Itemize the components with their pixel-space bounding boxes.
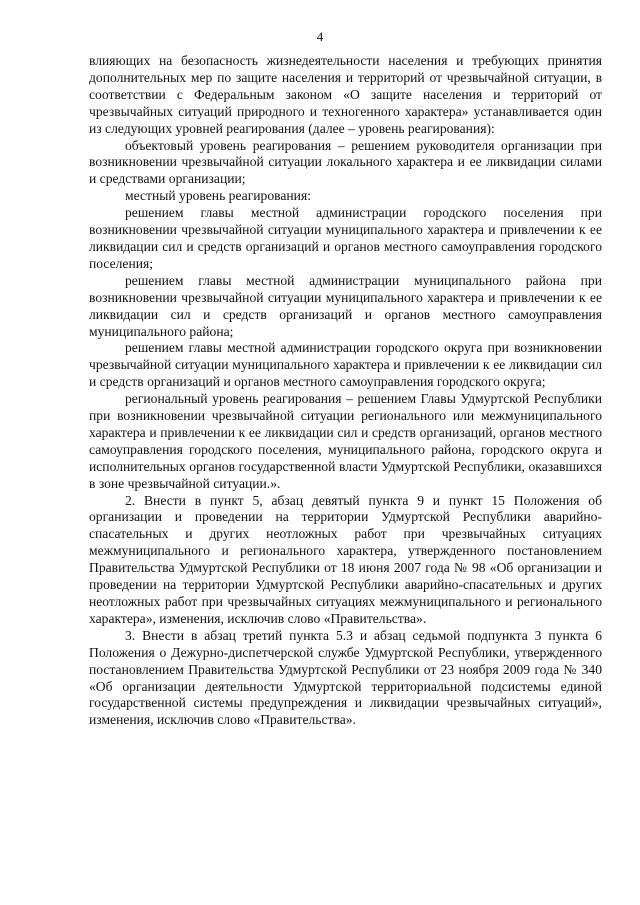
paragraph: местный уровень реагирования: xyxy=(125,188,311,204)
paragraph: решением главы местной администрации муниципального района при возникновении чрезвычайной ситуации муниципального характера и привлечении к ее ликвидации сил и средств организаций и органов местного самоуправления муниципального района; xyxy=(89,272,602,339)
paragraph: решением главы местной администрации городского поселения при возникновении чрезвычайной ситуации муниципального характера и привлечении к ее ликвидации сил и средств организаций и органов местного самоуправления городского поселения; xyxy=(89,205,602,271)
paragraph: влияющих на безопасность жизнедеятельности населения и требующих принятия дополнительных мер по защите населения и территорий от чрезвычайной ситуации, в соответствии с Федеральным законом «О защите населения и территорий от чрезвычайных ситуаций природного и техногенного характера» устанавливается один из следующих уровней реагирования (далее – уровень реагирования): xyxy=(89,53,602,136)
paragraph: региональный уровень реагирования – решением Главы Удмуртской Республики при возникновении чрезвычайной ситуации регионального или межмуниципального характера и привлечении к ее ликвидации сил и средств организаций, органов местного самоуправления городского поселения, муниципального района, городского округа и исполнительных органов государственной власти Удмуртской Республики, оказавшихся в зоне чрезвычайной ситуации.». xyxy=(89,391,602,491)
paragraph: 3. Внести в абзац третий пункта 5.3 и абзац седьмой подпункта 3 пункта 6 Положения о Дежурно-диспетчерской службе Удмуртской Республики, утвержденного постановлением Правительства Удмуртской Республики от 23 ноября 2009 года № 340 «Об организации деятельности Удмуртской территориальной подсистемы единой государственной системы предупреждения и ликвидации чрезвычайных ситуаций», изменения, исключив слово «Правительства». xyxy=(89,627,602,728)
paragraph: решением главы местной администрации городского округа при возникновении чрезвычайной ситуации муниципального характера и привлечении к ее ликвидации сил и средств организаций и органов местного самоуправления городского округа; xyxy=(89,340,602,390)
page-number: 4 xyxy=(316,29,324,44)
document-body xyxy=(89,53,602,729)
paragraph: 2. Внести в пункт 5, абзац девятый пункта 9 и пункт 15 Положения об организации и проведении на территории Удмуртской Республики аварийно-спасательных и других неотложных работ при чрезвычайных ситуациях межмуниципального и регионального характера, утвержденного постановлением Правительства Удмуртской Республики от 18 июня 2007 года № 98 «Об организации и проведении на территории Удмуртской Республики аварийно-спасательных и других неотложных работ при чрезвычайных ситуациях межмуниципального и регионального характера», изменения, исключив слово «Правительства». xyxy=(89,492,602,626)
paragraph: объектовый уровень реагирования – решением руководителя организации при возникновении чрезвычайной ситуации локального характера и ее ликвидации силами и средствами организации; xyxy=(89,137,602,187)
